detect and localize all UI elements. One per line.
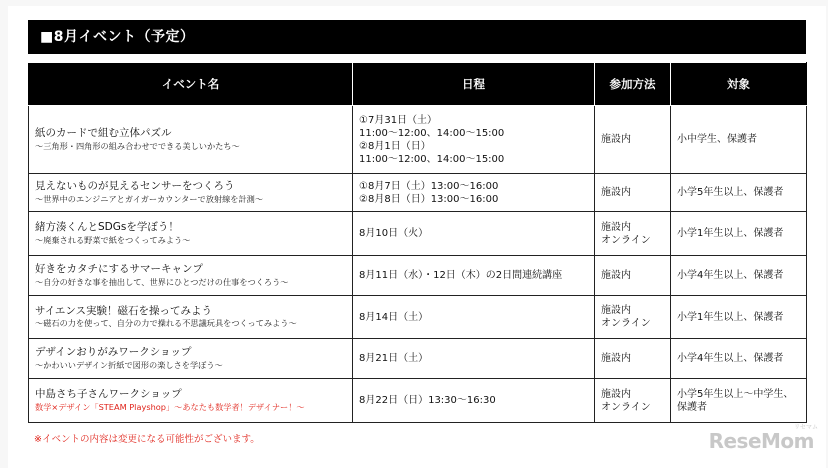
method-cell: 施設内 xyxy=(595,256,671,296)
event-title: デザインおりがみワークショップ xyxy=(35,346,192,359)
event-title: 緒方湊くんとSDGsを学ぼう！ xyxy=(35,221,179,234)
target-cell: 小学1年生以上、保護者 xyxy=(671,296,807,339)
schedule-cell: 8月21日（土） xyxy=(353,339,595,379)
header-method: 参加方法 xyxy=(595,63,671,106)
target-cell: 小学1年生以上、保護者 xyxy=(671,212,807,256)
event-subtitle: ～世界中のエンジニアとガイガーカウンターで放射線を計測～ xyxy=(35,193,264,204)
method-cell: 施設内 オンライン xyxy=(595,296,671,339)
method-cell: 施設内 オンライン xyxy=(595,212,671,256)
schedule-cell: 8月22日（日）13:30～16:30 xyxy=(353,379,595,423)
target-cell: 小学4年生以上、保護者 xyxy=(671,339,807,379)
resemom-logo: ReseMom xyxy=(708,429,814,453)
schedule-cell: ①7月31日（土） 11:00～12:00、14:00～15:00 ②8月1日（日） 11:00～12:00、14:00～15:00 xyxy=(353,106,595,174)
change-notice: ※イベントの内容は変更になる可能性がございます。 xyxy=(34,434,260,445)
event-title: 紙のカードで組む立体パズル xyxy=(35,127,172,140)
logo-ruby: リセマム xyxy=(794,424,818,431)
event-name-cell xyxy=(29,212,353,256)
schedule-cell: ①8月7日（土）13:00～16:00 ②8月8日（日）13:00～16:00 xyxy=(353,174,595,212)
event-name-cell xyxy=(29,256,353,296)
method-cell: 施設内 オンライン xyxy=(595,379,671,423)
event-name-cell xyxy=(29,339,353,379)
header-event-name: イベント名 xyxy=(29,63,353,106)
event-subtitle: 数学×デザイン「STEAM Playshop」～あなたも数学者！デザイナー！～ xyxy=(35,401,305,412)
section-title: ■8月イベント（予定） xyxy=(28,20,806,54)
method-cell: 施設内 xyxy=(595,174,671,212)
event-name-cell xyxy=(29,379,353,423)
schedule-cell: 8月10日（火） xyxy=(353,212,595,256)
event-title: 見えないものが見えるセンサーをつくろう xyxy=(35,180,235,193)
event-subtitle: ～かわいいデザイン折紙で図形の楽しさを学ぼう～ xyxy=(35,359,223,370)
table-row xyxy=(29,174,807,212)
target-cell: 小学4年生以上、保護者 xyxy=(671,256,807,296)
method-cell: 施設内 xyxy=(595,106,671,174)
table-row xyxy=(29,379,807,423)
event-title: サイエンス実験！磁石を操ってみよう xyxy=(35,304,213,317)
event-title: 好きをカタチにするサマーキャンプ xyxy=(35,263,203,276)
table-header-row xyxy=(29,63,807,106)
header-target: 対象 xyxy=(671,63,807,106)
event-subtitle: ～三角形・四角形の組み合わせでできる美しいかたち～ xyxy=(35,140,240,151)
target-cell: 小学5年生以上～中学生、 保護者 xyxy=(671,379,807,423)
table-row xyxy=(29,212,807,256)
event-name-cell xyxy=(29,174,353,212)
table-row xyxy=(29,256,807,296)
schedule-cell: 8月14日（土） xyxy=(353,296,595,339)
header-schedule: 日程 xyxy=(353,63,595,106)
method-cell: 施設内 xyxy=(595,339,671,379)
event-title: 中島さち子さんワークショップ xyxy=(35,388,182,401)
table-row xyxy=(29,339,807,379)
event-subtitle: ～磁石の力を使って、自分の力で操れる不思議玩具をつくってみよう～ xyxy=(35,318,297,329)
target-cell: 小中学生、保護者 xyxy=(671,106,807,174)
event-name-cell xyxy=(29,106,353,174)
event-table xyxy=(28,62,807,423)
event-subtitle: ～廃棄される野菜で紙をつくってみよう～ xyxy=(35,234,191,245)
schedule-cell: 8月11日（水）・12日（木）の2日間連続講座 xyxy=(353,256,595,296)
table-row xyxy=(29,106,807,174)
table-row xyxy=(29,296,807,339)
event-subtitle: ～自分の好きな事を抽出して、世界にひとつだけの仕事をつくろう～ xyxy=(35,276,289,287)
event-name-cell xyxy=(29,296,353,339)
target-cell: 小学5年生以上、保護者 xyxy=(671,174,807,212)
